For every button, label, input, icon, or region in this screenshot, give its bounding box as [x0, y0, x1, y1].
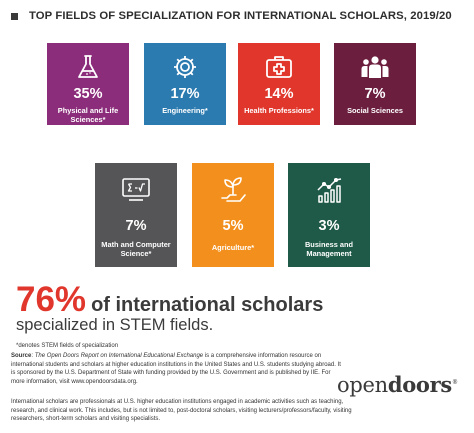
- tile-physical-life-sciences: [47, 43, 129, 125]
- source-title: The Open Doors Report on International Educational Exchange: [34, 353, 204, 359]
- tile-percent: 7%: [125, 218, 147, 234]
- growth-chart-icon: [288, 175, 370, 203]
- tile-label: Math and Computer Science*: [101, 240, 171, 258]
- source-text: is a comprehensive information resource on international students and scholars at higher education institutions in the United States and U.S. students studying abroad. It is sponsored by the U.S. Department of State with funding provided by the U.S. Government and is published by IIE. For more information, visit www.opendoorsdata.org.: [11, 353, 341, 385]
- tile-label: Agriculture*: [211, 243, 255, 252]
- stem-percent: 76%: [16, 280, 87, 319]
- tile-social-sciences: [334, 43, 416, 125]
- source-note: [11, 352, 341, 386]
- tile-health-professions: [238, 43, 320, 125]
- tile-label: Physical and Life Sciences*: [57, 106, 119, 124]
- tile-agriculture: [192, 163, 274, 267]
- tile-percent: 35%: [73, 86, 103, 102]
- tile-percent: 14%: [264, 86, 294, 102]
- logo-light-text: open: [337, 373, 388, 397]
- math-screen-icon: [95, 176, 177, 204]
- title-marker: [11, 13, 18, 20]
- stem-summary: [16, 282, 323, 317]
- logo-bold-text: doors: [387, 372, 452, 397]
- flask-icon: [47, 53, 129, 81]
- source-colon: :: [31, 353, 35, 359]
- tile-business-management: [288, 163, 370, 267]
- logo-registered-mark: ®: [451, 379, 458, 386]
- stem-summary-subtext: specialized in STEM fields.: [16, 316, 214, 334]
- tile-label: Social Sciences: [347, 106, 403, 115]
- stem-summary-text: of international scholars: [91, 294, 324, 316]
- tile-math-computer-science: [95, 163, 177, 267]
- tile-label: Engineering*: [162, 106, 208, 115]
- medical-kit-icon: [238, 53, 320, 81]
- gear-icon: [144, 53, 226, 81]
- opendoors-logo: [337, 372, 458, 397]
- source-label: Source: [11, 353, 32, 359]
- tile-percent: 5%: [222, 218, 244, 234]
- tile-engineering: [144, 43, 226, 125]
- tile-label: Business and Management: [304, 240, 354, 258]
- tile-label: Health Professions*: [244, 106, 314, 115]
- people-icon: [334, 53, 416, 81]
- page-title: TOP FIELDS OF SPECIALIZATION FOR INTERNATIONAL SCHOLARS, 2019/20: [29, 10, 452, 22]
- tile-percent: 7%: [364, 86, 386, 102]
- scholar-definition-note: International scholars are professionals at U.S. higher education institutions engaged in academic activities such as teaching, research, and clinical work. This includes, but is not limited to, post-doctoral scholars, visiting lecturers/professors/faculty, visiting researchers, short-term scholars and visiting specialists.: [11, 399, 352, 423]
- stem-footnote: *denotes STEM fields of specialization: [16, 343, 119, 349]
- tile-percent: 3%: [318, 218, 340, 234]
- sprout-icon: [192, 174, 274, 202]
- tile-percent: 17%: [170, 86, 200, 102]
- title-row: [11, 10, 452, 22]
